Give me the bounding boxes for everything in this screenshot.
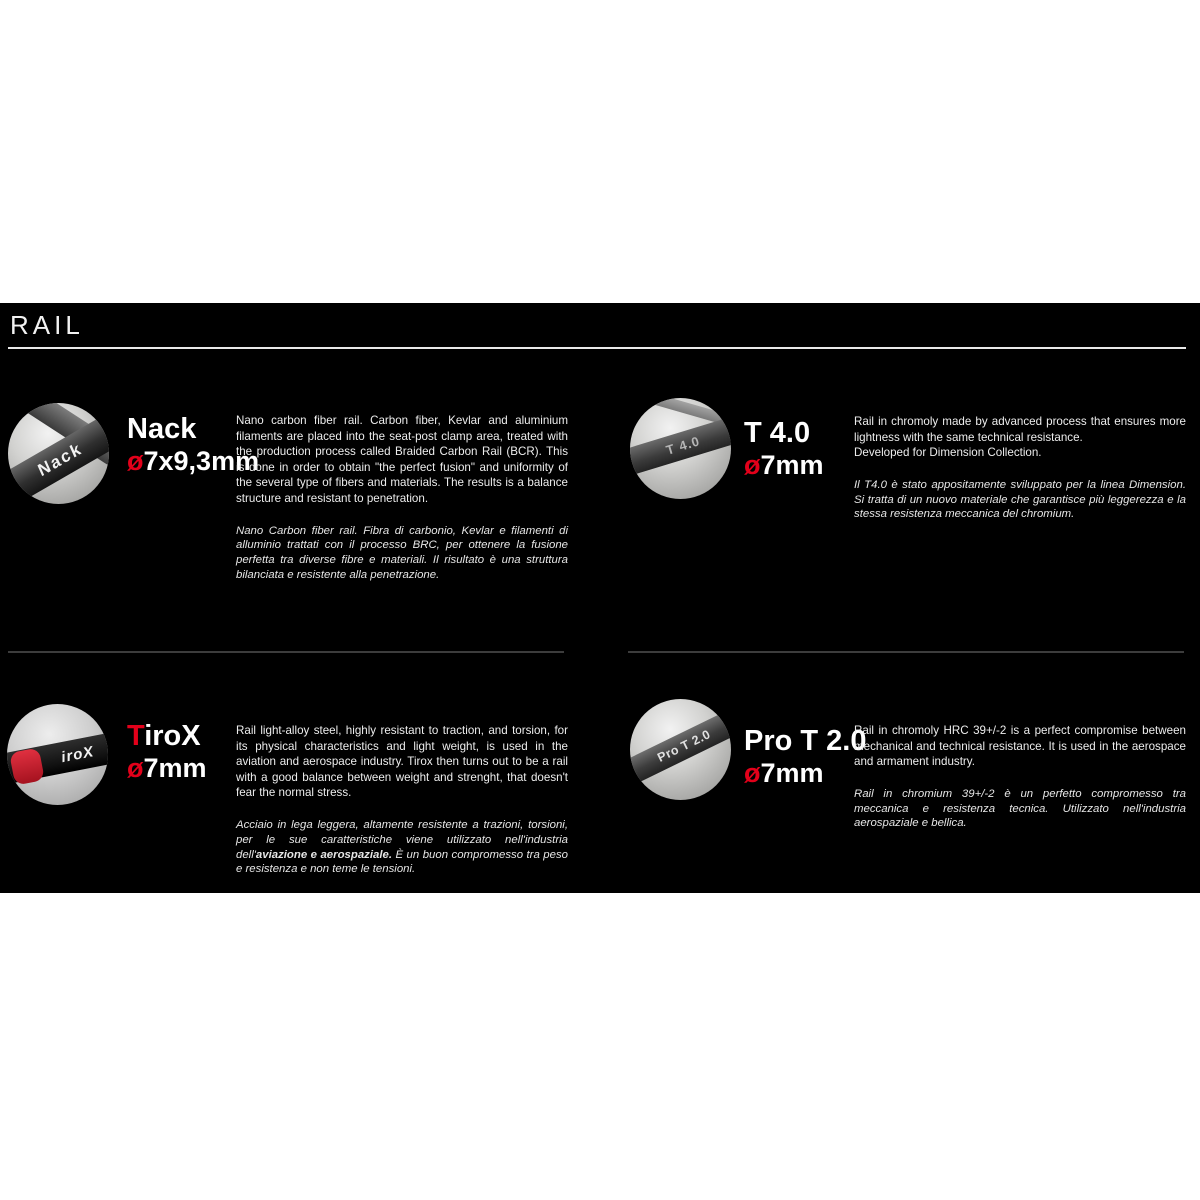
diameter-value: 7x9,3mm [143, 446, 260, 476]
card-text-block [236, 723, 568, 877]
description-italian-pre: Acciaio in lega leggera, altamente resistente a trazioni, torsioni, per le sue caratteristiche viene utilizzato nell'industria dell' [236, 818, 568, 861]
card-title-accent: T [127, 720, 145, 752]
row-divider-right [628, 651, 1184, 653]
card-title-block [744, 419, 824, 481]
page-title: RAIL [10, 310, 84, 340]
description-italian [854, 787, 1186, 831]
description-italian [854, 478, 1186, 522]
description-italian-bold: aviazione e aerospaziale. [255, 848, 393, 861]
title-divider [8, 347, 1186, 349]
card-diameter [744, 451, 824, 481]
rail-photo-label: T 4.0 [664, 433, 702, 458]
description-english-text: Rail in chromoly made by advanced process that ensures more lightness with the same technical resistance. [854, 415, 1186, 444]
card-text-block [236, 413, 568, 583]
diameter-value: 7mm [760, 758, 824, 788]
card-title-main: Pro T 2.0 [744, 725, 867, 757]
card-title [127, 722, 207, 751]
rail-bar-main [630, 411, 731, 481]
diameter-value: 7mm [760, 450, 824, 480]
rail-photo-t40 [630, 398, 731, 499]
diameter-symbol: ø [744, 450, 761, 480]
diameter-symbol: ø [744, 758, 761, 788]
description-italian-pre: Il T4.0 è stato appositamente sviluppato per la linea Dimension. Si tratta di un nuovo materiale che garantisce più leggerezza e la stessa resistenza meccanica del chromium. [854, 478, 1186, 521]
description-english [236, 413, 568, 507]
rail-photo-label: Pro T 2.0 [655, 727, 713, 765]
card-title-block [744, 727, 867, 789]
rail-photo-tirox [7, 704, 108, 805]
description-english-text: Nano carbon fiber rail. Carbon fiber, Kevlar and aluminium filaments are placed into the seat-post clamp area, treated with the production process called Braided Carbon Rail (BCR). This is done in order to obtain "the perfect fusion" and uniformity of the several type of fibers and materials. The results is a balance structure and resistant to penetration. [236, 414, 568, 505]
description-english-text: Rail in chromoly HRC 39+/-2 is a perfect compromise between mechanical and technical resistance. It is used in the aerospace and armament industry. [854, 724, 1186, 769]
rail-bar-main [630, 701, 731, 791]
card-diameter [127, 754, 207, 784]
description-italian-post: È un buon compromesso tra peso e resistenza e non teme le tensioni. [236, 848, 568, 876]
description-italian [236, 524, 568, 583]
description-english [854, 723, 1186, 770]
rail-photo-prot20 [630, 699, 731, 800]
card-text-block [854, 723, 1186, 831]
card-title-main: iroX [144, 720, 201, 752]
description-italian [236, 818, 568, 877]
description-english [854, 414, 1186, 461]
rail-photo-nack [8, 403, 109, 504]
diameter-symbol: ø [127, 753, 144, 783]
card-text-block [854, 414, 1186, 522]
description-english [236, 723, 568, 801]
card-title [744, 727, 867, 756]
card-title [744, 419, 824, 448]
description-italian-pre: Nano Carbon fiber rail. Fibra di carbonio, Kevlar e filamenti di alluminio trattati con il processo BRC, per ottenere la fusione perfetta tra diverse fibre e materiali. Il risultato è una struttura bilanciata e resistente alla penetrazione. [236, 524, 568, 581]
card-title-main: Nack [127, 413, 197, 445]
card-title-block [127, 722, 207, 784]
rail-photo-label: Nack [34, 438, 85, 481]
description-english-line2: Developed for Dimension Collection. [854, 446, 1042, 460]
diameter-value: 7mm [143, 753, 207, 783]
description-italian-pre: Rail in chromium 39+/-2 è un perfetto compromesso tra meccanica e resistenza tecnica. Utilizzato nell'industria aerospaziale e bellica. [854, 787, 1186, 830]
description-english-text: Rail light-alloy steel, highly resistant to traction, and torsion, for its physical characteristics and light weight, is used in the aviation and aerospace industry. Tirox then turns out to be a rail with a good balance between weight and strenght, that doesn't fear the normal stress. [236, 724, 568, 800]
card-title-main: T 4.0 [744, 417, 811, 449]
diameter-symbol: ø [127, 446, 144, 476]
rail-section [0, 303, 1200, 893]
card-diameter [744, 759, 867, 789]
row-divider-left [8, 651, 564, 653]
rail-photo-label: iroX [59, 743, 96, 767]
